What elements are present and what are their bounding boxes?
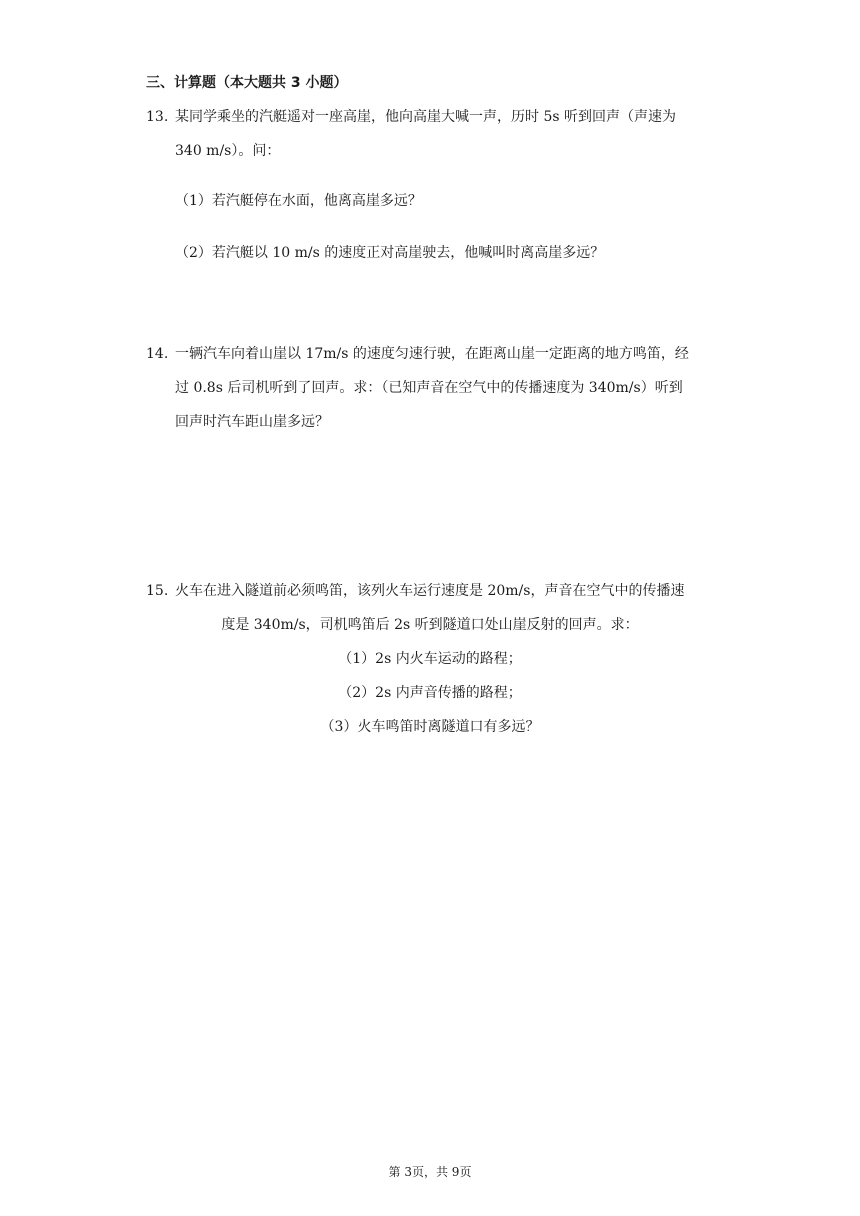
sub-question: （3）火车鸣笛时离隧道口有多远？ [320, 719, 540, 735]
sub-question: （1）2s 内火车运动的路程； [338, 651, 522, 667]
question-text: 火车在进入隧道前必须鸣笛，该列火车运行速度是 20m/s，声音在空气中的传播速 [175, 583, 685, 599]
page-number: 第 3页，共 9页 [388, 1165, 472, 1179]
section-title: 三、计算题（本大题共 3 小题） [146, 75, 348, 91]
question-text: 一辆汽车向着山崖以 17m/s 的速度匀速行驶，在距离山崖一定距离的地方鸣笛，经 [175, 346, 689, 362]
question-number: 15. [146, 583, 169, 599]
sub-question: （2）2s 内声音传播的路程； [338, 685, 522, 701]
question-text: 回声时汽车距山崖多远？ [175, 414, 329, 430]
question-number: 13. [146, 109, 169, 125]
question-text: 340 m/s）。问： [175, 143, 281, 159]
sub-question: （2）若汽艇以 10 m/s 的速度正对高崖驶去，他喊叫时离高崖多远？ [175, 245, 605, 261]
question-number: 14. [146, 346, 169, 362]
sub-question: （1）若汽艇停在水面，他离高崖多远？ [175, 193, 422, 209]
question-text: 某同学乘坐的汽艇遥对一座高崖，他向高崖大喊一声，历时 5s 听到回声（声速为 [175, 109, 676, 125]
question-text: 过 0.8s 后司机听到了回声。求：（已知声音在空气中的传播速度为 340m/s）听到 [175, 380, 683, 396]
question-text: 度是 340m/s，司机鸣笛后 2s 听到隧道口处山崖反射的回声。求： [221, 617, 639, 633]
